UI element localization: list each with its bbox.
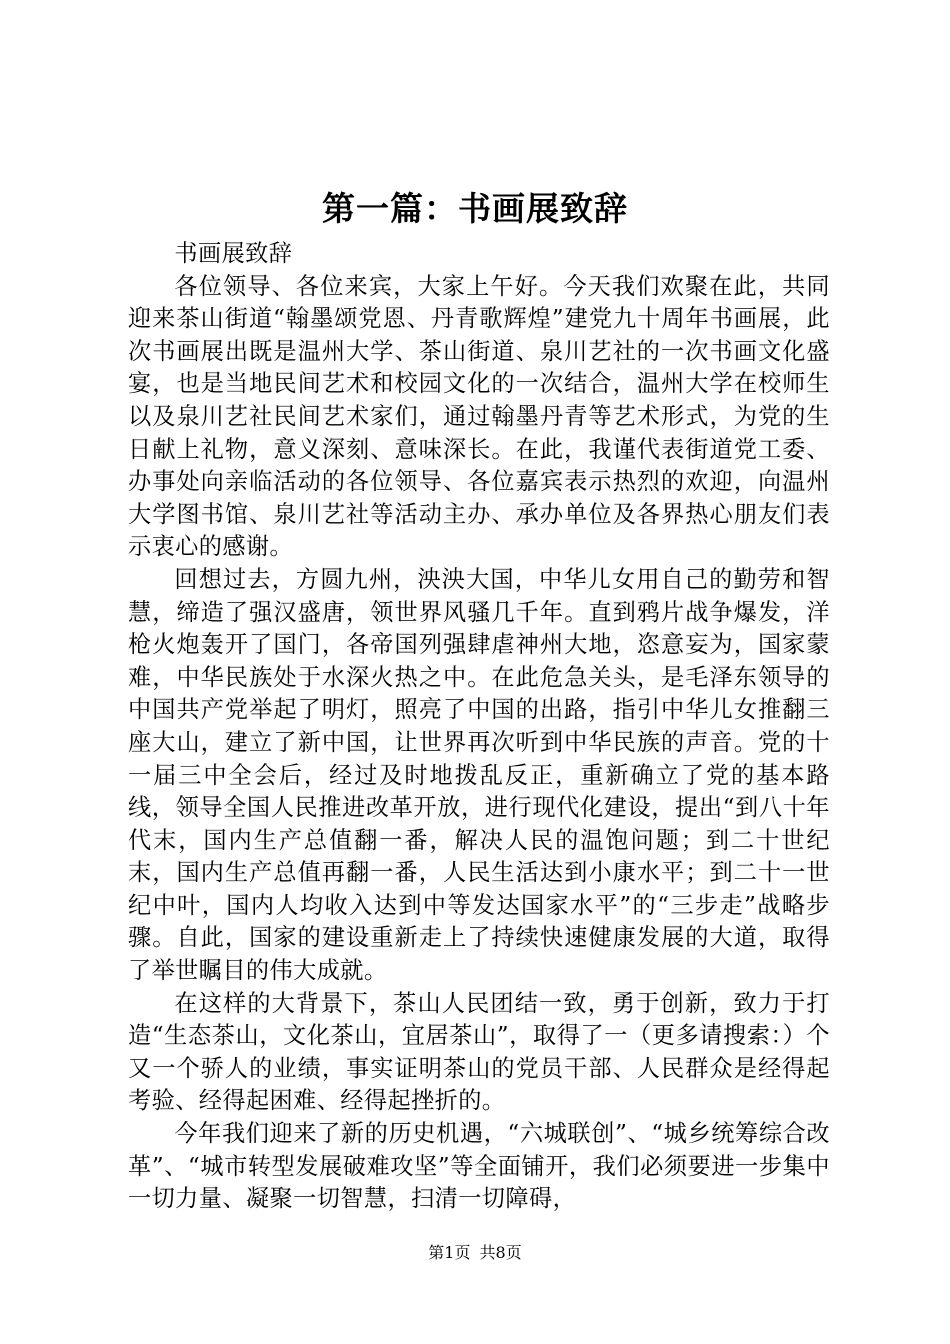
- paragraph: 各位领导、各位来宾，大家上午好。今天我们欢聚在此，共同迎来茶山街道“翰墨颂党恩、丹青歌辉煌”建党九十周年书画展，此次书画展出既是温州大学、茶山街道、泉川艺社的一次书画文化盛宴，也是当地民间艺术和校园文化的一次结合，温州大学在校师生以及泉川艺社民间艺术家们，通过翰墨丹青等艺术形式，为党的生日献上礼物，意义深刻、意味深长。在此，我谨代表街道党工委、办事处向亲临活动的各位领导、各位嘉宾表示热烈的欢迎，向温州大学图书馆、泉川艺社等活动主办、承办单位及各界热心朋友们表示衷心的感谢。: [128, 272, 830, 561]
- paragraph-heading: 书画展致辞: [174, 240, 293, 267]
- document-body: [128, 238, 830, 1216]
- paragraph: 回想过去，方圆九州，泱泱大国，中华儿女用自己的勤劳和智慧，缔造了强汉盛唐，领世界风骚几千年。直到鸦片战争爆发，洋枪火炮轰开了国门，各帝国列强肆虐神州大地，恣意妄为，国家蒙难，中华民族处于水深火热之中。在此危急关头，是毛泽东领导的中国共产党举起了明灯，照亮了中国的出路，指引中华儿女推翻三座大山，建立了新中国，让世界再次听到中华民族的声音。党的十一届三中全会后，经过及时地拨乱反正，重新确立了党的基本路线，领导全国人民推进改革开放，进行现代化建设，提出“到八十年代末，国内生产总值翻一番，解决人民的温饱问题；到二十世纪末，国内生产总值再翻一番，人民生活达到小康水平；到二十一世纪中叶，国内人均收入达到中等发达国家水平”的“三步走”战略步骤。自此，国家的建设重新走上了持续快速健康发展的大道，取得了举世瞩目的伟大成就。: [128, 565, 830, 985]
- page-total: 共8页: [479, 1243, 522, 1262]
- document-title: 第一篇：书画展致辞: [322, 189, 628, 228]
- paragraph: 在这样的大背景下，茶山人民团结一致，勇于创新，致力于打造“生态茶山，文化茶山，宜居茶山”，取得了一（更多请搜索：）个又一个骄人的业绩，事实证明茶山的党员干部、人民群众是经得起考验、经得起困难、经得起挫折的。: [128, 989, 830, 1115]
- page-number: 第1页: [428, 1243, 471, 1262]
- page-footer: [0, 1240, 950, 1263]
- paragraph: 今年我们迎来了新的历史机遇，“六城联创”、“城乡统筹综合改革”、“城市转型发展破难攻坚”等全面铺开，我们必须要进一步集中一切力量、凝聚一切智慧，扫清一切障碍，: [128, 1120, 830, 1213]
